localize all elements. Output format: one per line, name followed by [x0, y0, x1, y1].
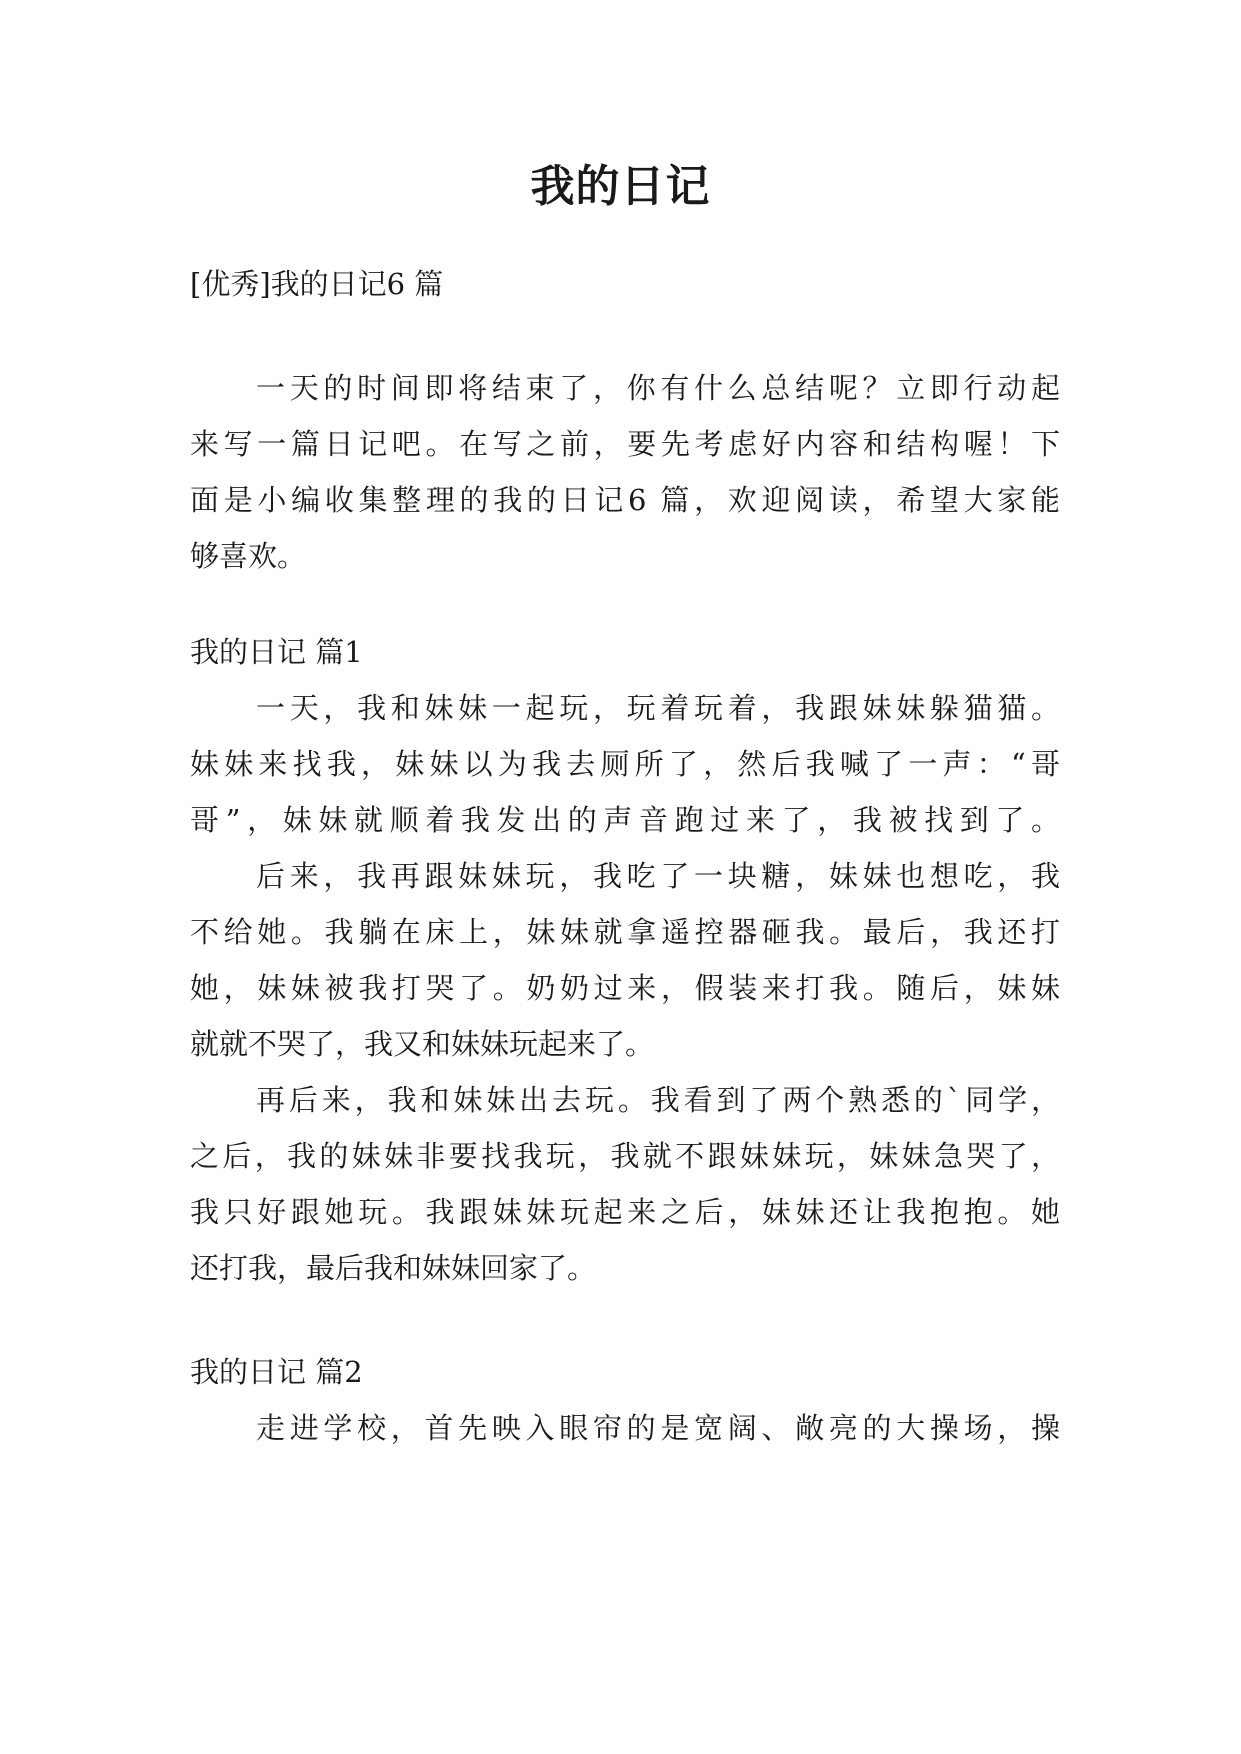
section1-line: 我只好跟她玩。我跟妹妹玩起来之后，妹妹还让我抱抱。她	[190, 1195, 1060, 1229]
intro-line: 来写一篇日记吧。在写之前，要先考虑好内容和结构喔！下	[190, 427, 1060, 461]
section-heading-1: 我的日记 篇1	[190, 635, 363, 669]
intro-line: 一天的时间即将结束了，你有什么总结呢？立即行动起	[256, 371, 1060, 405]
section1-line: 后来，我再跟妹妹玩，我吃了一块糖，妹妹也想吃，我	[256, 859, 1060, 893]
document-subtitle: [优秀]我的日记6 篇	[190, 267, 444, 301]
section1-line: 哥”，妹妹就顺着我发出的声音跑过来了，我被找到了。	[190, 803, 1060, 837]
section1-line: 再后来，我和妹妹出去玩。我看到了两个熟悉的`同学，	[256, 1083, 1060, 1117]
section1-line: 一天，我和妹妹一起玩，玩着玩着，我跟妹妹躲猫猫。	[256, 691, 1060, 725]
intro-line: 够喜欢。	[190, 539, 307, 573]
document-title: 我的日记	[530, 161, 711, 212]
section1-line: 不给她。我躺在床上，妹妹就拿遥控器砸我。最后，我还打	[190, 915, 1060, 949]
section1-line: 她，妹妹被我打哭了。奶奶过来，假装来打我。随后，妹妹	[190, 971, 1060, 1005]
section1-line: 妹妹来找我，妹妹以为我去厕所了，然后我喊了一声：“哥	[190, 747, 1060, 781]
section-heading-2: 我的日记 篇2	[190, 1355, 363, 1389]
section1-line: 就就不哭了，我又和妹妹玩起来了。	[190, 1027, 655, 1061]
section1-line: 之后，我的妹妹非要找我玩，我就不跟妹妹玩，妹妹急哭了，	[190, 1139, 1060, 1173]
section1-line: 还打我，最后我和妹妹回家了。	[190, 1251, 597, 1285]
section2-line: 走进学校，首先映入眼帘的是宽阔、敞亮的大操场，操	[256, 1411, 1060, 1445]
intro-line: 面是小编收集整理的我的日记6 篇，欢迎阅读，希望大家能	[190, 483, 1060, 517]
